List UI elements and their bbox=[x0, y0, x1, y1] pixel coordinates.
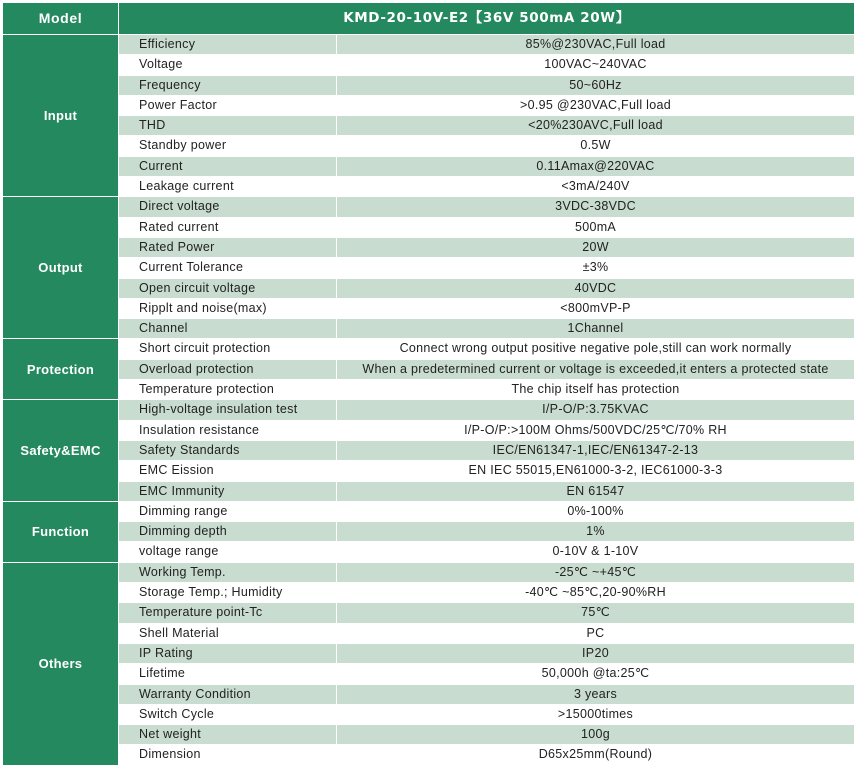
table-row bbox=[3, 380, 855, 400]
param-value: I/P-O/P:>100M Ohms/500VDC/25℃/70% RH bbox=[337, 420, 855, 440]
table-row bbox=[3, 217, 855, 237]
table-row bbox=[3, 481, 855, 501]
model-value: KMD-20-10V-E2【36V 500mA 20W】 bbox=[119, 3, 855, 35]
param-value: 50~60Hz bbox=[337, 75, 855, 95]
param-name: Frequency bbox=[119, 75, 337, 95]
param-name: Leakage current bbox=[119, 177, 337, 197]
param-name: Dimming range bbox=[119, 501, 337, 521]
param-value: -40℃ ~85℃,20-90%RH bbox=[337, 583, 855, 603]
table-row bbox=[3, 522, 855, 542]
group-label: Output bbox=[3, 197, 119, 339]
table-row bbox=[3, 35, 855, 55]
param-name: Efficiency bbox=[119, 35, 337, 55]
table-row bbox=[3, 461, 855, 481]
param-name: THD bbox=[119, 116, 337, 136]
model-label: Model bbox=[3, 3, 119, 35]
table-row bbox=[3, 583, 855, 603]
param-value: 0%-100% bbox=[337, 501, 855, 521]
param-value: 0.5W bbox=[337, 136, 855, 156]
param-name: Storage Temp.; Humidity bbox=[119, 583, 337, 603]
table-row bbox=[3, 562, 855, 582]
param-value: Connect wrong output positive negative pole,still can work normally bbox=[337, 339, 855, 359]
param-name: Lifetime bbox=[119, 664, 337, 684]
param-value: IEC/EN61347-1,IEC/EN61347-2-13 bbox=[337, 440, 855, 460]
table-row bbox=[3, 745, 855, 765]
table-row bbox=[3, 258, 855, 278]
table-row bbox=[3, 95, 855, 115]
param-name: Rated current bbox=[119, 217, 337, 237]
param-name: Temperature point-Tc bbox=[119, 603, 337, 623]
param-value: 0.11Amax@220VAC bbox=[337, 156, 855, 176]
param-name: Warranty Condition bbox=[119, 684, 337, 704]
group-label: Function bbox=[3, 501, 119, 562]
group-label: Safety&EMC bbox=[3, 400, 119, 501]
group-label: Others bbox=[3, 562, 119, 765]
param-value: 85%@230VAC,Full load bbox=[337, 35, 855, 55]
table-row bbox=[3, 339, 855, 359]
table-row bbox=[3, 298, 855, 318]
param-name: Short circuit protection bbox=[119, 339, 337, 359]
table-row bbox=[3, 75, 855, 95]
param-name: Net weight bbox=[119, 725, 337, 745]
param-value: 75℃ bbox=[337, 603, 855, 623]
table-row bbox=[3, 136, 855, 156]
table-row bbox=[3, 116, 855, 136]
param-value: 3 years bbox=[337, 684, 855, 704]
table-row bbox=[3, 643, 855, 663]
param-name: Temperature protection bbox=[119, 380, 337, 400]
param-value: 1% bbox=[337, 522, 855, 542]
param-value: 0-10V & 1-10V bbox=[337, 542, 855, 562]
param-value: <3mA/240V bbox=[337, 177, 855, 197]
table-row bbox=[3, 278, 855, 298]
param-value: IP20 bbox=[337, 643, 855, 663]
param-value: >0.95 @230VAC,Full load bbox=[337, 95, 855, 115]
param-value: 100VAC~240VAC bbox=[337, 55, 855, 75]
param-value: 20W bbox=[337, 237, 855, 257]
table-row bbox=[3, 603, 855, 623]
param-value: 3VDC-38VDC bbox=[337, 197, 855, 217]
param-value: ±3% bbox=[337, 258, 855, 278]
param-value: EN IEC 55015,EN61000-3-2, IEC61000-3-3 bbox=[337, 461, 855, 481]
param-name: Power Factor bbox=[119, 95, 337, 115]
param-name: Current Tolerance bbox=[119, 258, 337, 278]
table-row bbox=[3, 542, 855, 562]
group-label: Input bbox=[3, 35, 119, 197]
param-value: EN 61547 bbox=[337, 481, 855, 501]
param-name: EMC Immunity bbox=[119, 481, 337, 501]
param-value: <800mVP-P bbox=[337, 298, 855, 318]
param-name: Channel bbox=[119, 319, 337, 339]
param-name: Dimming depth bbox=[119, 522, 337, 542]
table-row bbox=[3, 177, 855, 197]
param-value: 40VDC bbox=[337, 278, 855, 298]
param-name: Insulation resistance bbox=[119, 420, 337, 440]
param-name: Open circuit voltage bbox=[119, 278, 337, 298]
param-value: The chip itself has protection bbox=[337, 380, 855, 400]
param-name: Working Temp. bbox=[119, 562, 337, 582]
param-value: <20%230AVC,Full load bbox=[337, 116, 855, 136]
param-name: Direct voltage bbox=[119, 197, 337, 217]
table-row bbox=[3, 319, 855, 339]
param-name: Safety Standards bbox=[119, 440, 337, 460]
table-row bbox=[3, 440, 855, 460]
param-name: Rated Power bbox=[119, 237, 337, 257]
param-name: High-voltage insulation test bbox=[119, 400, 337, 420]
param-name: Standby power bbox=[119, 136, 337, 156]
param-name: Dimension bbox=[119, 745, 337, 765]
table-row bbox=[3, 55, 855, 75]
header-row bbox=[3, 3, 855, 35]
param-value: D65x25mm(Round) bbox=[337, 745, 855, 765]
param-name: Shell Material bbox=[119, 623, 337, 643]
param-value: 500mA bbox=[337, 217, 855, 237]
table-row bbox=[3, 237, 855, 257]
table-row bbox=[3, 501, 855, 521]
table-row bbox=[3, 420, 855, 440]
param-value: When a predetermined current or voltage is exceeded,it enters a protected state bbox=[337, 359, 855, 379]
table-row bbox=[3, 623, 855, 643]
param-value: 1Channel bbox=[337, 319, 855, 339]
param-value: I/P-O/P:3.75KVAC bbox=[337, 400, 855, 420]
table-row bbox=[3, 725, 855, 745]
table-row bbox=[3, 156, 855, 176]
spec-table-body bbox=[3, 3, 855, 766]
param-name: EMC Eission bbox=[119, 461, 337, 481]
param-value: 100g bbox=[337, 725, 855, 745]
param-name: Voltage bbox=[119, 55, 337, 75]
param-value: -25℃ ~+45℃ bbox=[337, 562, 855, 582]
param-value: 50,000h @ta:25℃ bbox=[337, 664, 855, 684]
group-label: Protection bbox=[3, 339, 119, 400]
table-row bbox=[3, 197, 855, 217]
param-name: IP Rating bbox=[119, 643, 337, 663]
param-value: PC bbox=[337, 623, 855, 643]
table-row bbox=[3, 684, 855, 704]
spec-table bbox=[2, 2, 855, 766]
table-row bbox=[3, 664, 855, 684]
param-name: Overload protection bbox=[119, 359, 337, 379]
table-row bbox=[3, 400, 855, 420]
param-value: >15000times bbox=[337, 704, 855, 724]
param-name: Switch Cycle bbox=[119, 704, 337, 724]
table-row bbox=[3, 359, 855, 379]
param-name: Ripplt and noise(max) bbox=[119, 298, 337, 318]
param-name: voltage range bbox=[119, 542, 337, 562]
param-name: Current bbox=[119, 156, 337, 176]
table-row bbox=[3, 704, 855, 724]
